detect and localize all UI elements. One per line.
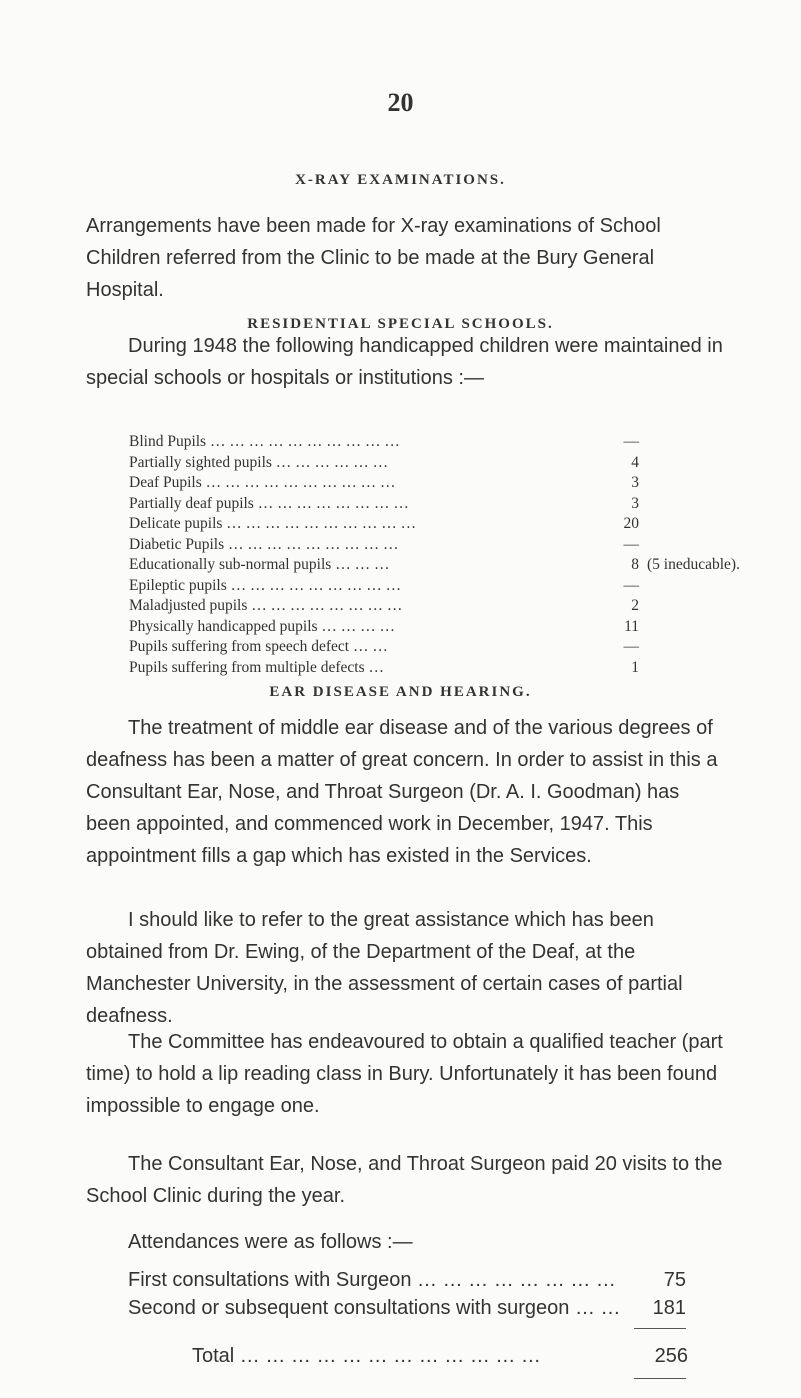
ear-paragraph-1: The treatment of middle ear disease and of the various degrees of deafness has been a matter of great concern. In order to assist in this a Consultant Ear, Nose, and Throat Surgeon (Dr. A. I. Goodman) has been appointed, and commenced work in December, 1947. This appointment fills a gap which has existed in the Services. bbox=[86, 717, 718, 867]
list-item bbox=[129, 555, 749, 576]
attendance-total bbox=[192, 1342, 690, 1370]
table-row bbox=[128, 1294, 688, 1322]
total-rule-top bbox=[634, 1328, 686, 1329]
list-item-label: Pupils suffering from multiple defects … bbox=[129, 658, 384, 676]
residential-heading: RESIDENTIAL SPECIAL SCHOOLS. bbox=[247, 316, 554, 332]
total-label: Total … … … … … … … … … … … … bbox=[192, 1345, 541, 1367]
list-item-value: 4 bbox=[631, 453, 639, 471]
list-item bbox=[129, 432, 749, 453]
list-item-note bbox=[639, 576, 647, 597]
list-item bbox=[129, 576, 749, 597]
handicap-list bbox=[129, 432, 749, 678]
list-item-value: — bbox=[623, 433, 639, 450]
list-item bbox=[129, 494, 749, 515]
list-item-note: (5 ineducable). bbox=[647, 556, 740, 573]
list-item-value: — bbox=[623, 576, 639, 594]
list-item-note bbox=[639, 658, 647, 679]
xray-paragraph: Arrangements have been made for X-ray examinations of School Children referred from the Clinic to be made at the Bury General Hospital. bbox=[86, 215, 661, 301]
list-item-label: Educationally sub-normal pupils … … … bbox=[129, 556, 390, 573]
list-item-label: Physically handicapped pupils … … … … bbox=[129, 617, 396, 635]
list-item-value: 3 bbox=[631, 474, 639, 491]
attendance-table bbox=[128, 1266, 688, 1322]
list-item-value: 11 bbox=[624, 617, 639, 635]
list-item-label: Delicate pupils … … … … … … … … … … bbox=[129, 515, 417, 532]
list-item-label: Deaf Pupils … … … … … … … … … … bbox=[129, 474, 396, 491]
list-item bbox=[129, 617, 749, 638]
attendance-value: 181 bbox=[652, 1297, 686, 1319]
list-item-value: 20 bbox=[623, 515, 639, 532]
list-item-label: Diabetic Pupils … … … … … … … … … bbox=[129, 535, 399, 553]
total-value: 256 bbox=[654, 1345, 688, 1367]
list-item-value: 1 bbox=[631, 658, 639, 676]
ear-paragraph-4: The Consultant Ear, Nose, and Throat Surgeon paid 20 visits to the School Clinic during the year. bbox=[86, 1153, 723, 1207]
list-item-label: Epileptic pupils … … … … … … … … … bbox=[129, 576, 402, 594]
ear-paragraph-5: Attendances were as follows :— bbox=[128, 1231, 413, 1253]
page-number: 20 bbox=[387, 88, 414, 117]
list-item-label: Partially sighted pupils … … … … … … bbox=[129, 453, 389, 471]
list-item-value: 2 bbox=[631, 597, 639, 614]
list-item bbox=[129, 596, 749, 617]
residential-intro: During 1948 the following handicapped children were maintained in special schools or hospitals or institutions :— bbox=[86, 335, 723, 389]
table-row bbox=[128, 1266, 688, 1294]
attendance-label: Second or subsequent consultations with surgeon … … bbox=[128, 1297, 621, 1319]
attendance-value: 75 bbox=[663, 1269, 686, 1291]
list-item-note bbox=[639, 535, 647, 556]
list-item-value: 3 bbox=[631, 494, 639, 512]
ear-paragraph-3: The Committee has endeavoured to obtain a qualified teacher (part time) to hold a lip reading class in Bury. Unfortunately it has been found impossible to engage one. bbox=[86, 1031, 723, 1117]
table-row bbox=[192, 1342, 690, 1370]
ear-paragraph-2: I should like to refer to the great assistance which has been obtained from Dr. Ewing, of the Department of the Deaf, at the Manchester University, in the assessment of certain cases of partial deafness. bbox=[86, 909, 683, 1027]
list-item-note bbox=[639, 637, 647, 658]
list-item-note bbox=[639, 514, 647, 535]
total-rule-bottom bbox=[634, 1378, 686, 1379]
list-item-label: Maladjusted pupils … … … … … … … … bbox=[129, 597, 403, 614]
xray-heading: X-RAY EXAMINATIONS. bbox=[295, 172, 506, 188]
list-item bbox=[129, 637, 749, 658]
list-item-value: 8 bbox=[631, 556, 639, 573]
ear-heading: EAR DISEASE AND HEARING. bbox=[269, 684, 532, 700]
list-item-label: Partially deaf pupils … … … … … … … … bbox=[129, 494, 409, 512]
list-item bbox=[129, 658, 749, 679]
list-item-label: Pupils suffering from speech defect … … bbox=[129, 638, 388, 655]
list-item-note bbox=[639, 596, 647, 617]
list-item bbox=[129, 535, 749, 556]
list-item-value: — bbox=[623, 638, 639, 655]
list-item-value: — bbox=[623, 535, 639, 553]
attendance-label: First consultations with Surgeon … … … … … … … … bbox=[128, 1269, 616, 1291]
list-item bbox=[129, 453, 749, 474]
list-item-note bbox=[639, 473, 647, 494]
list-item-note bbox=[639, 494, 647, 515]
list-item bbox=[129, 514, 749, 535]
list-item-note bbox=[639, 453, 647, 474]
list-item-note bbox=[639, 617, 647, 638]
list-item bbox=[129, 473, 749, 494]
list-item-note bbox=[639, 432, 647, 453]
list-item-label: Blind Pupils … … … … … … … … … … bbox=[129, 433, 400, 450]
